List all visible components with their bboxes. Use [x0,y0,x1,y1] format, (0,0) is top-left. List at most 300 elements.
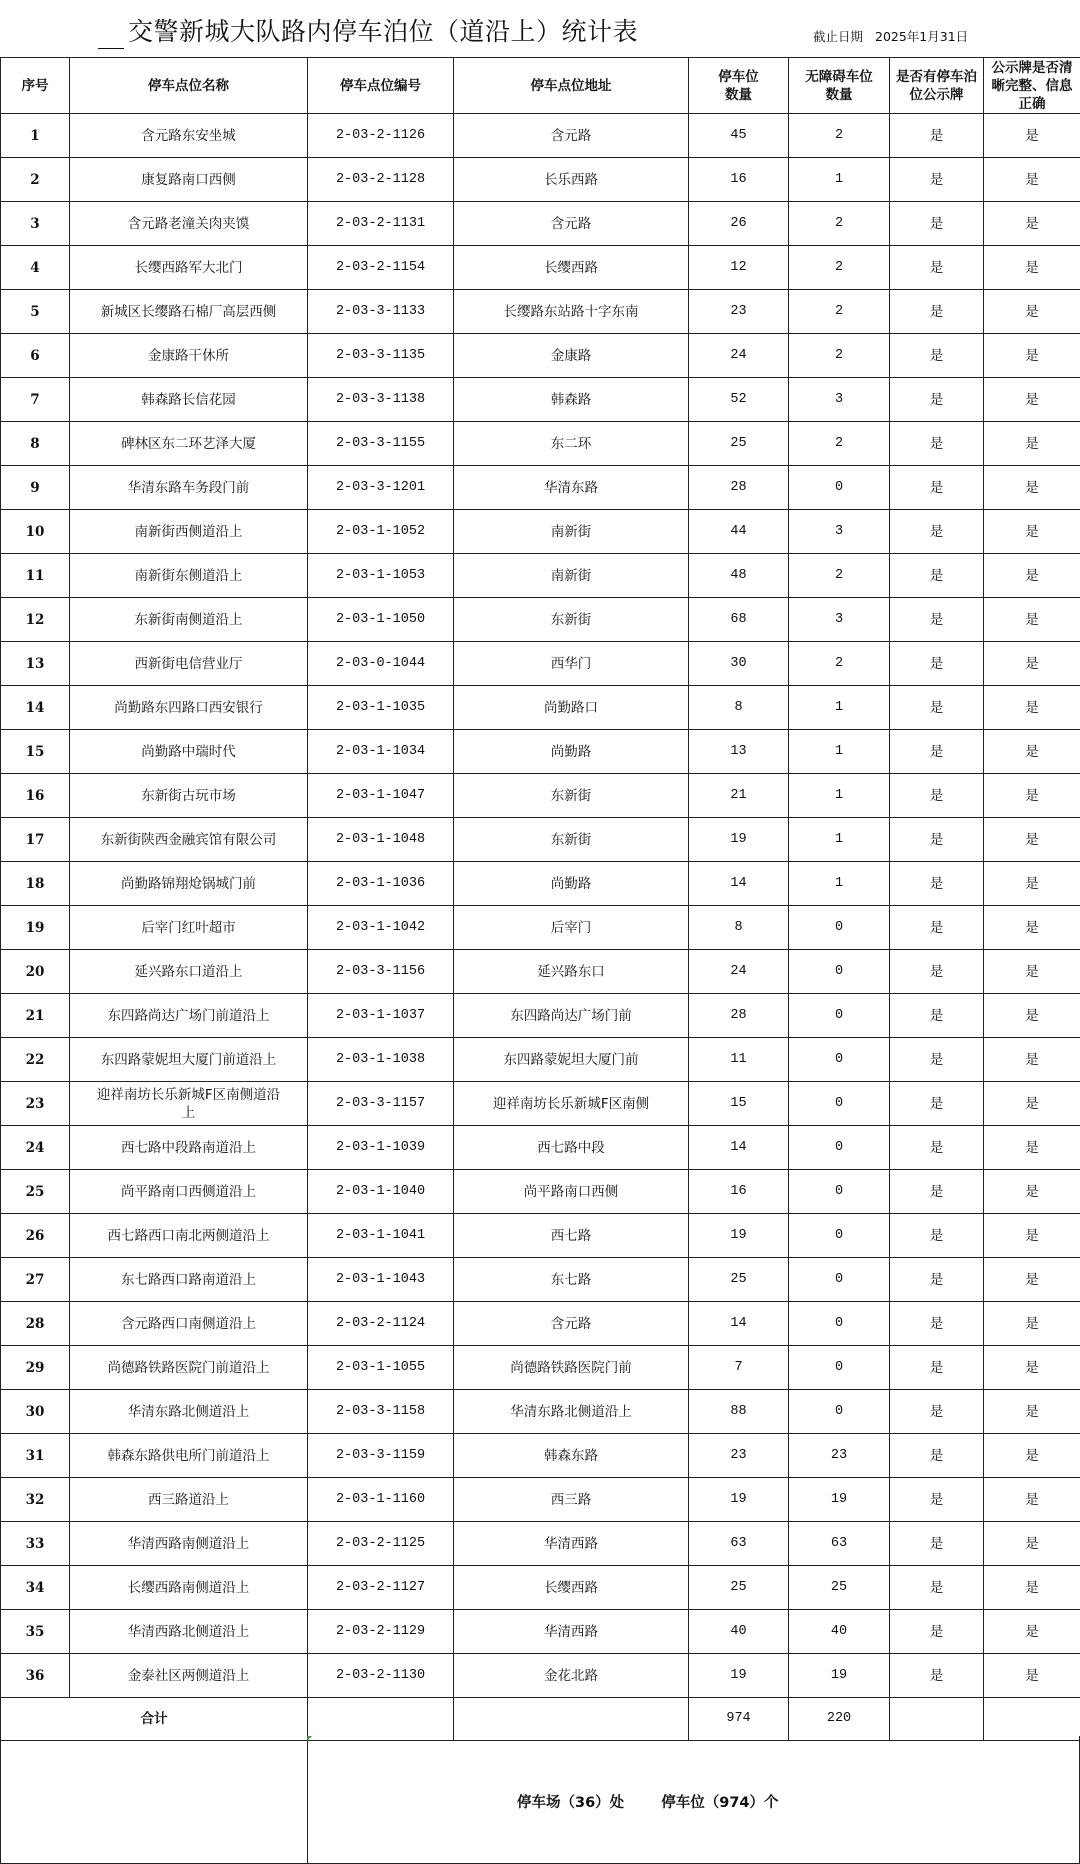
cell-count: 19 [689,818,789,862]
cell-has-sign: 是 [890,818,984,862]
summary-footer [0,1736,1080,1864]
cell-accessible: 2 [789,422,890,466]
cell-address: 金花北路 [454,1654,689,1698]
cell-seq: 15 [1,730,70,774]
cell-sign-ok: 是 [984,1566,1080,1610]
cell-seq: 16 [1,774,70,818]
cell-address: 华清东路北侧道沿上 [454,1390,689,1434]
summary-lots: 停车场（36）处 [517,1795,625,1811]
title-underline [98,48,124,49]
cell-count: 21 [689,774,789,818]
cell-has-sign: 是 [890,466,984,510]
cell-has-sign: 是 [890,1038,984,1082]
cell-address: 韩森东路 [454,1434,689,1478]
cell-seq: 22 [1,1038,70,1082]
cell-address: 东二环 [454,422,689,466]
cell-address: 含元路 [454,1302,689,1346]
cell-seq: 28 [1,1302,70,1346]
cell-seq: 35 [1,1610,70,1654]
table-row [1,686,1080,730]
cell-name: 尚德路铁路医院门前道沿上 [70,1346,308,1390]
header-code: 停车点位编号 [308,58,454,114]
cell-name: 含元路西口南侧道沿上 [70,1302,308,1346]
cell-seq: 21 [1,994,70,1038]
cell-address: 华清西路 [454,1522,689,1566]
cell-has-sign: 是 [890,1610,984,1654]
cell-address: 长乐西路 [454,158,689,202]
cell-name: 西三路道沿上 [70,1478,308,1522]
cell-seq: 3 [1,202,70,246]
table-row [1,1302,1080,1346]
cell-count: 52 [689,378,789,422]
cell-seq: 24 [1,1126,70,1170]
table-row [1,906,1080,950]
cell-accessible: 1 [789,818,890,862]
parking-table [0,57,1080,1741]
table-row [1,290,1080,334]
cell-seq: 19 [1,906,70,950]
cell-code: 2-03-1-1052 [308,510,454,554]
cell-code: 2-03-2-1130 [308,1654,454,1698]
cell-has-sign: 是 [890,1214,984,1258]
cell-count: 25 [689,422,789,466]
cell-sign-ok: 是 [984,1258,1080,1302]
table-header-row [1,58,1080,114]
cell-address: 尚勤路 [454,730,689,774]
cell-name: 康复路南口西侧 [70,158,308,202]
header-accessible: 无障碍车位数量 [789,58,890,114]
cell-address: 东新街 [454,774,689,818]
cell-accessible: 0 [789,1302,890,1346]
cell-accessible: 0 [789,1390,890,1434]
cell-name: 韩森路长信花园 [70,378,308,422]
cell-has-sign: 是 [890,686,984,730]
cutoff-date [813,27,968,45]
cell-count: 19 [689,1214,789,1258]
cell-code: 2-03-3-1135 [308,334,454,378]
summary-spaces: 停车位（974）个 [661,1795,779,1811]
cell-code: 2-03-2-1125 [308,1522,454,1566]
cell-seq: 32 [1,1478,70,1522]
table-body [1,114,1080,1698]
cell-address: 南新街 [454,554,689,598]
cell-address: 尚勤路口 [454,686,689,730]
cell-accessible: 2 [789,114,890,158]
cell-seq: 18 [1,862,70,906]
cell-count: 48 [689,554,789,598]
cell-sign-ok: 是 [984,334,1080,378]
cell-code: 2-03-1-1047 [308,774,454,818]
cell-has-sign: 是 [890,1390,984,1434]
cell-sign-ok: 是 [984,1522,1080,1566]
cell-accessible: 2 [789,334,890,378]
cell-address: 含元路 [454,114,689,158]
cell-name: 迎祥南坊长乐新城F区南侧道沿上 [70,1082,308,1126]
cell-has-sign: 是 [890,114,984,158]
cell-has-sign: 是 [890,862,984,906]
cell-count: 15 [689,1082,789,1126]
table-row [1,1214,1080,1258]
cell-code: 2-03-3-1155 [308,422,454,466]
cell-accessible: 25 [789,1566,890,1610]
cell-count: 13 [689,730,789,774]
cell-accessible: 2 [789,202,890,246]
table-row [1,1038,1080,1082]
cell-has-sign: 是 [890,730,984,774]
header-seq: 序号 [1,58,70,114]
cell-name: 东七路西口路南道沿上 [70,1258,308,1302]
cell-code: 2-03-3-1138 [308,378,454,422]
table-row [1,774,1080,818]
cell-count: 24 [689,950,789,994]
cell-accessible: 19 [789,1478,890,1522]
cell-count: 14 [689,862,789,906]
cell-count: 88 [689,1390,789,1434]
table-row [1,730,1080,774]
cell-code: 2-03-1-1053 [308,554,454,598]
cell-corner-marker [307,1736,312,1741]
cell-code: 2-03-1-1048 [308,818,454,862]
cell-code: 2-03-1-1042 [308,906,454,950]
cell-seq: 29 [1,1346,70,1390]
cell-count: 24 [689,334,789,378]
cell-sign-ok: 是 [984,1082,1080,1126]
cell-has-sign: 是 [890,598,984,642]
cell-accessible: 1 [789,774,890,818]
cell-name: 尚平路南口西侧道沿上 [70,1170,308,1214]
cell-sign-ok: 是 [984,1302,1080,1346]
cell-has-sign: 是 [890,1170,984,1214]
cell-accessible: 1 [789,686,890,730]
cell-name: 新城区长缨路石棉厂高层西侧 [70,290,308,334]
cell-count: 28 [689,994,789,1038]
table-row [1,1346,1080,1390]
cell-name: 后宰门红叶超市 [70,906,308,950]
cell-count: 28 [689,466,789,510]
cell-accessible: 23 [789,1434,890,1478]
cell-code: 2-03-3-1201 [308,466,454,510]
cell-count: 63 [689,1522,789,1566]
cell-address: 西三路 [454,1478,689,1522]
table-row [1,1566,1080,1610]
cell-name: 延兴路东口道沿上 [70,950,308,994]
cell-seq: 2 [1,158,70,202]
table-row [1,1390,1080,1434]
cell-sign-ok: 是 [984,774,1080,818]
cell-address: 尚平路南口西侧 [454,1170,689,1214]
cell-code: 2-03-1-1160 [308,1478,454,1522]
cell-has-sign: 是 [890,774,984,818]
cell-seq: 8 [1,422,70,466]
table-row [1,466,1080,510]
total-empty-code [308,1698,454,1741]
cell-address: 后宰门 [454,906,689,950]
cell-name: 东新街古玩市场 [70,774,308,818]
cell-count: 44 [689,510,789,554]
table-row [1,114,1080,158]
table-row [1,1258,1080,1302]
table-row [1,334,1080,378]
cell-seq: 5 [1,290,70,334]
table-row [1,1522,1080,1566]
cell-count: 25 [689,1566,789,1610]
cell-address: 含元路 [454,202,689,246]
table-row [1,1170,1080,1214]
cell-has-sign: 是 [890,510,984,554]
cell-has-sign: 是 [890,246,984,290]
cell-code: 2-03-0-1044 [308,642,454,686]
cell-has-sign: 是 [890,1434,984,1478]
cell-accessible: 2 [789,290,890,334]
header-name: 停车点位名称 [70,58,308,114]
cell-sign-ok: 是 [984,378,1080,422]
summary-text [517,1791,779,1812]
cell-count: 45 [689,114,789,158]
cell-name: 含元路东安坐城 [70,114,308,158]
cell-code: 2-03-1-1050 [308,598,454,642]
table-row [1,202,1080,246]
cell-name: 金康路干休所 [70,334,308,378]
cell-name: 东新街南侧道沿上 [70,598,308,642]
cell-name: 西七路西口南北两侧道沿上 [70,1214,308,1258]
cell-name: 华清西路南侧道沿上 [70,1522,308,1566]
cell-name: 西七路中段路南道沿上 [70,1126,308,1170]
cell-sign-ok: 是 [984,1126,1080,1170]
cell-code: 2-03-3-1158 [308,1390,454,1434]
cell-count: 23 [689,1434,789,1478]
cell-sign-ok: 是 [984,466,1080,510]
cell-accessible: 0 [789,1258,890,1302]
cell-name: 华清东路北侧道沿上 [70,1390,308,1434]
cell-address: 迎祥南坊长乐新城F区南侧 [454,1082,689,1126]
cell-accessible: 0 [789,1214,890,1258]
cell-sign-ok: 是 [984,202,1080,246]
cell-count: 68 [689,598,789,642]
cell-sign-ok: 是 [984,1610,1080,1654]
cell-code: 2-03-3-1159 [308,1434,454,1478]
cell-name: 金泰社区两侧道沿上 [70,1654,308,1698]
cell-sign-ok: 是 [984,1170,1080,1214]
cell-code: 2-03-1-1039 [308,1126,454,1170]
cell-sign-ok: 是 [984,1478,1080,1522]
header-count: 停车位数量 [689,58,789,114]
header-address: 停车点位地址 [454,58,689,114]
cell-sign-ok: 是 [984,554,1080,598]
cell-accessible: 0 [789,994,890,1038]
cell-count: 8 [689,686,789,730]
header-sign-ok: 公示牌是否清晰完整、信息正确 [984,58,1080,114]
cell-count: 14 [689,1302,789,1346]
cell-code: 2-03-2-1127 [308,1566,454,1610]
cell-count: 26 [689,202,789,246]
cell-accessible: 0 [789,950,890,994]
table-row [1,554,1080,598]
cell-sign-ok: 是 [984,1214,1080,1258]
cell-count: 12 [689,246,789,290]
cell-address: 东七路 [454,1258,689,1302]
cell-sign-ok: 是 [984,246,1080,290]
cell-address: 长缨西路 [454,246,689,290]
cell-accessible: 0 [789,1346,890,1390]
cell-count: 30 [689,642,789,686]
cell-code: 2-03-1-1041 [308,1214,454,1258]
cell-name: 华清西路北侧道沿上 [70,1610,308,1654]
cell-name: 东四路尚达广场门前道沿上 [70,994,308,1038]
cell-code: 2-03-1-1036 [308,862,454,906]
cell-code: 2-03-3-1156 [308,950,454,994]
cell-accessible: 0 [789,1126,890,1170]
total-empty-sign-ok [984,1698,1080,1741]
table-row [1,378,1080,422]
cell-has-sign: 是 [890,1302,984,1346]
cell-address: 韩森路 [454,378,689,422]
cell-accessible: 0 [789,906,890,950]
cell-code: 2-03-2-1131 [308,202,454,246]
table-row [1,598,1080,642]
cell-seq: 36 [1,1654,70,1698]
cell-name: 韩森东路供电所门前道沿上 [70,1434,308,1478]
table-row [1,422,1080,466]
cell-address: 东新街 [454,598,689,642]
cell-has-sign: 是 [890,950,984,994]
cell-sign-ok: 是 [984,862,1080,906]
cell-has-sign: 是 [890,334,984,378]
cell-accessible: 40 [789,1610,890,1654]
cell-has-sign: 是 [890,1654,984,1698]
cell-sign-ok: 是 [984,158,1080,202]
cell-name: 尚勤路中瑞时代 [70,730,308,774]
cell-address: 东四路尚达广场门前 [454,994,689,1038]
cell-name: 东四路蒙妮坦大厦门前道沿上 [70,1038,308,1082]
cell-name: 南新街东侧道沿上 [70,554,308,598]
cell-code: 2-03-2-1128 [308,158,454,202]
table-row [1,862,1080,906]
cell-seq: 25 [1,1170,70,1214]
cell-address: 金康路 [454,334,689,378]
cell-sign-ok: 是 [984,686,1080,730]
cell-count: 11 [689,1038,789,1082]
cell-has-sign: 是 [890,642,984,686]
cutoff-date-value: 2025年1月31日 [875,29,969,44]
cell-count: 19 [689,1478,789,1522]
cell-sign-ok: 是 [984,642,1080,686]
cell-code: 2-03-2-1154 [308,246,454,290]
cell-code: 2-03-1-1037 [308,994,454,1038]
table-row [1,158,1080,202]
cell-count: 16 [689,1170,789,1214]
total-label: 合计 [1,1698,308,1741]
table-row [1,1082,1080,1126]
cell-has-sign: 是 [890,1082,984,1126]
cell-code: 2-03-1-1038 [308,1038,454,1082]
cell-sign-ok: 是 [984,1346,1080,1390]
cell-address: 东新街 [454,818,689,862]
cell-has-sign: 是 [890,1258,984,1302]
total-empty-address [454,1698,689,1741]
cell-address: 华清东路 [454,466,689,510]
table-row [1,1126,1080,1170]
cell-name: 南新街西侧道沿上 [70,510,308,554]
cell-address: 延兴路东口 [454,950,689,994]
table-row [1,246,1080,290]
cell-seq: 4 [1,246,70,290]
table-row [1,994,1080,1038]
cell-seq: 33 [1,1522,70,1566]
cell-name: 长缨西路军大北门 [70,246,308,290]
cell-seq: 20 [1,950,70,994]
cell-accessible: 2 [789,554,890,598]
cell-code: 2-03-1-1055 [308,1346,454,1390]
table-row [1,1478,1080,1522]
table-row [1,510,1080,554]
cell-sign-ok: 是 [984,114,1080,158]
title-row [0,0,1080,57]
cell-count: 19 [689,1654,789,1698]
cell-accessible: 0 [789,1082,890,1126]
cell-sign-ok: 是 [984,906,1080,950]
cell-sign-ok: 是 [984,422,1080,466]
cutoff-date-label: 截止日期 [813,29,864,44]
cell-has-sign: 是 [890,202,984,246]
cell-sign-ok: 是 [984,1434,1080,1478]
cell-seq: 7 [1,378,70,422]
total-accessible: 220 [789,1698,890,1741]
cell-seq: 1 [1,114,70,158]
cell-code: 2-03-2-1124 [308,1302,454,1346]
cell-address: 尚勤路 [454,862,689,906]
cell-accessible: 19 [789,1654,890,1698]
cell-accessible: 2 [789,246,890,290]
cell-code: 2-03-1-1035 [308,686,454,730]
cell-sign-ok: 是 [984,1654,1080,1698]
cell-count: 25 [689,1258,789,1302]
cell-seq: 34 [1,1566,70,1610]
cell-seq: 26 [1,1214,70,1258]
cell-has-sign: 是 [890,994,984,1038]
cell-address: 尚德路铁路医院门前 [454,1346,689,1390]
cell-address: 西七路中段 [454,1126,689,1170]
cell-seq: 23 [1,1082,70,1126]
cell-sign-ok: 是 [984,290,1080,334]
cell-accessible: 0 [789,466,890,510]
cell-sign-ok: 是 [984,1390,1080,1434]
cell-seq: 27 [1,1258,70,1302]
cell-seq: 31 [1,1434,70,1478]
cell-has-sign: 是 [890,1346,984,1390]
footer-divider [307,1736,308,1864]
cell-code: 2-03-1-1034 [308,730,454,774]
cell-accessible: 1 [789,730,890,774]
cell-has-sign: 是 [890,1126,984,1170]
cell-accessible: 3 [789,510,890,554]
cell-seq: 30 [1,1390,70,1434]
cell-address: 东四路蒙妮坦大厦门前 [454,1038,689,1082]
cell-sign-ok: 是 [984,730,1080,774]
cell-has-sign: 是 [890,290,984,334]
table-row [1,1434,1080,1478]
cell-name: 西新街电信营业厅 [70,642,308,686]
cell-sign-ok: 是 [984,950,1080,994]
cell-code: 2-03-2-1129 [308,1610,454,1654]
cell-count: 8 [689,906,789,950]
cell-sign-ok: 是 [984,818,1080,862]
cell-count: 23 [689,290,789,334]
cell-code: 2-03-1-1043 [308,1258,454,1302]
cell-accessible: 63 [789,1522,890,1566]
total-row [1,1698,1080,1741]
cell-name: 含元路老潼关肉夹馍 [70,202,308,246]
cell-accessible: 1 [789,862,890,906]
